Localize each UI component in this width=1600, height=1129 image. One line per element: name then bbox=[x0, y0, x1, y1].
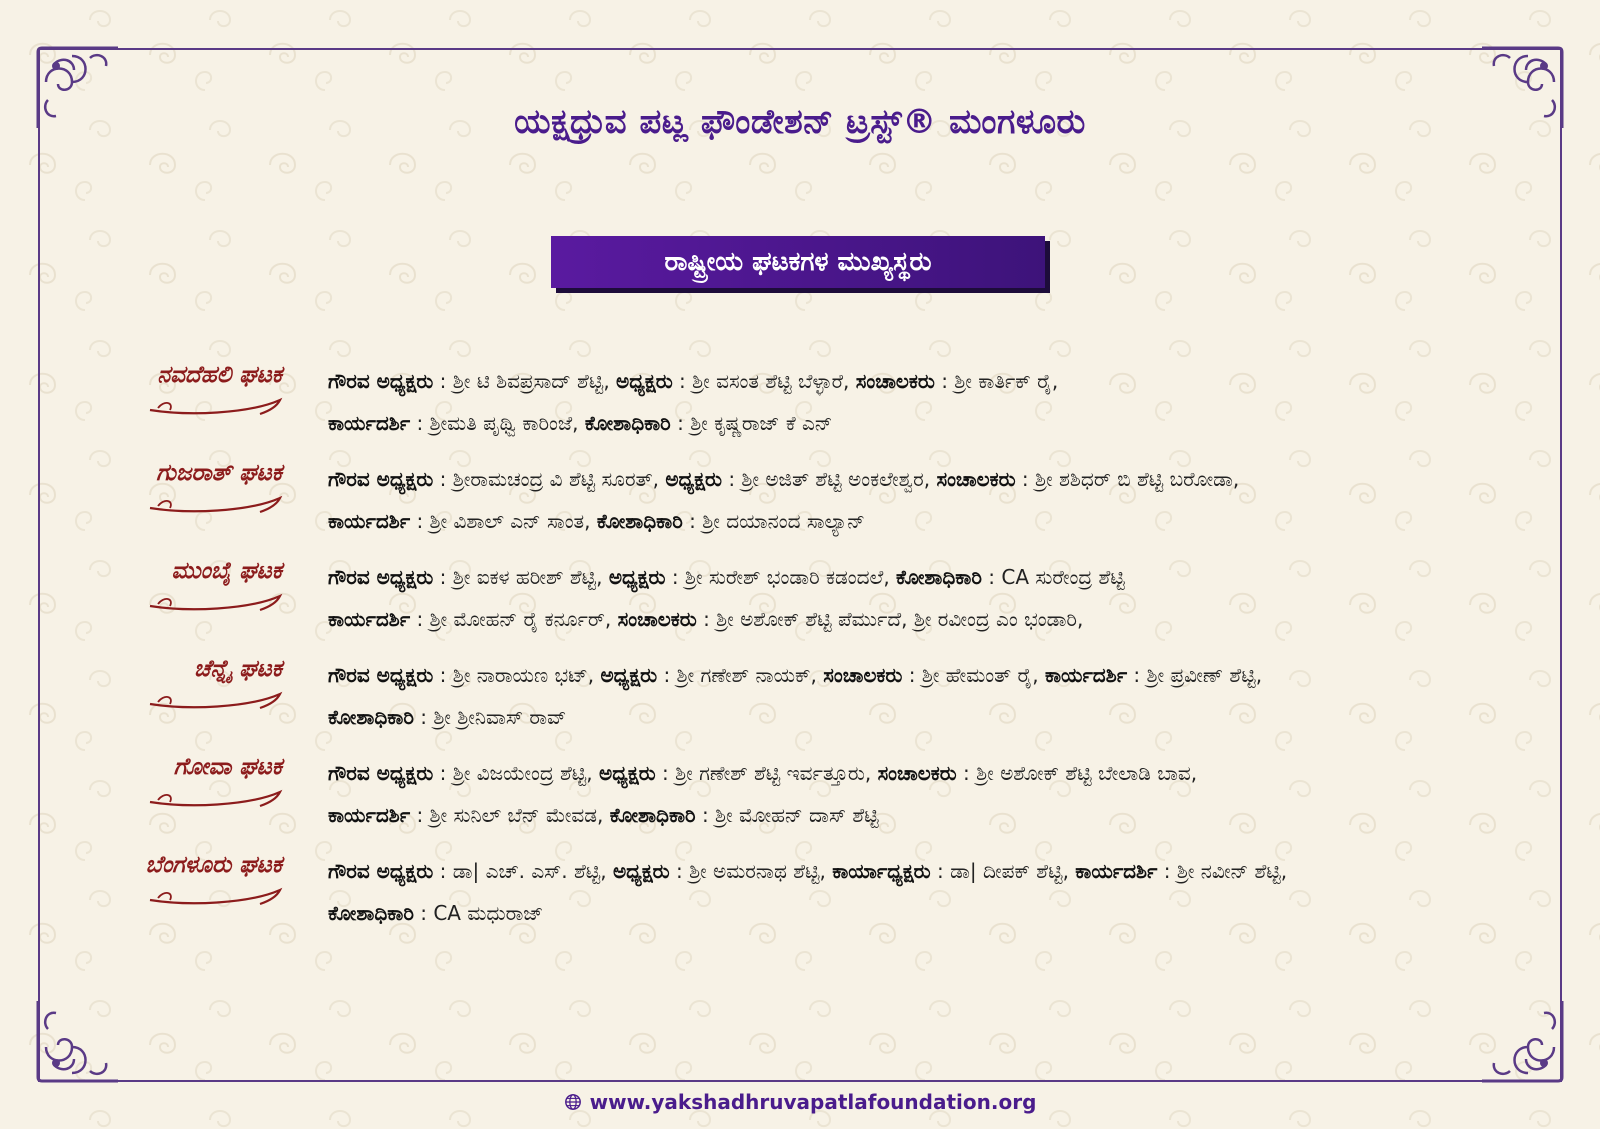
unit-row bbox=[0, 360, 1600, 458]
section-title: ರಾಷ್ಟ್ರೀಯ ಘಟಕಗಳ ಮುಖ್ಯಸ್ಥರು bbox=[664, 246, 932, 277]
member-line: ಕಾರ್ಯದರ್ಶಿ : ಶ್ರೀ ಮೋಹನ್ ರೈ ಕರ್ನೂರ್, ಸಂಚಾಲಕರು : ಶ್ರೀ ಅಶೋಕ್ ಶೆಟ್ಟಿ ಪೆರ್ಮುದೆ, ಶ್ರೀ ರವೀಂದ್ರ ಎಂ ಭಂಡಾರಿ, bbox=[328, 607, 1084, 631]
member-name: ಶ್ರೀ ಪ್ರವೀಣ್ ಶೆಟ್ಟಿ, bbox=[1146, 663, 1263, 687]
member-lines bbox=[328, 360, 1558, 444]
role-label: ಸಂಚಾಲಕರು bbox=[617, 607, 697, 631]
footer bbox=[0, 1090, 1600, 1114]
member-name: ಶ್ರೀ ಗಣೇಶ್ ಶೆಟ್ಟಿ ಇರ್ವತ್ತೂರು, bbox=[675, 761, 872, 785]
role-label: ಸಂಚಾಲಕರು bbox=[855, 369, 935, 393]
member-line: ಗೌರವ ಅಧ್ಯಕ್ಷರು : ಶ್ರೀ ನಾರಾಯಣ ಭಟ್, ಅಧ್ಯಕ್ಷರು : ಶ್ರೀ ಗಣೇಶ್ ನಾಯಕ್, ಸಂಚಾಲಕರು : ಶ್ರೀ ಹೇಮಂತ್ ರೈ, ಕಾರ್ಯದರ್ಶಿ : ಶ್ರೀ ಪ್ರವೀಣ್ ಶೆಟ್ಟಿ, bbox=[328, 663, 1263, 687]
member-name: ಶ್ರೀ ಅಶೋಕ್ ಶೆಟ್ಟಿ ಬೇಲಾಡಿ ಬಾವ, bbox=[976, 761, 1198, 785]
member-name: ಶ್ರೀ ವಿಶಾಲ್ ಎನ್ ಸಾಂತ, bbox=[429, 509, 591, 533]
member-name: CA ಮಧುರಾಜ್ bbox=[433, 901, 544, 925]
swash-decoration bbox=[148, 688, 286, 712]
role-label: ಅಧ್ಯಕ್ಷರು bbox=[608, 565, 666, 589]
member-name: ಶ್ರೀ ಗಣೇಶ್ ನಾಯಕ್, bbox=[676, 663, 817, 687]
member-name: ಶ್ರೀ ಸುರೇಶ್ ಭಂಡಾರಿ ಕಡಂದಲೆ, bbox=[684, 565, 890, 589]
member-lines bbox=[328, 556, 1558, 640]
member-line: ಕೋಶಾಧಿಕಾರಿ : ಶ್ರೀ ಶ್ರೀನಿವಾಸ್ ರಾವ್ bbox=[328, 705, 567, 729]
role-label: ಗೌರವ ಅಧ್ಯಕ್ಷರು bbox=[328, 859, 434, 883]
member-name: ಶ್ರೀ ಅಮರನಾಥ ಶೆಟ್ಟಿ, bbox=[689, 859, 826, 883]
role-label: ಕೋಶಾಧಿಕಾರಿ bbox=[328, 901, 414, 925]
member-name: ಶ್ರೀ ಶ್ರೀನಿವಾಸ್ ರಾವ್ bbox=[433, 705, 567, 729]
member-name: ಶ್ರೀ ವಸಂತ ಶೆಟ್ಟಿ ಬೆಳ್ಳಾರೆ, bbox=[692, 369, 850, 393]
member-name: ಶ್ರೀ ನವೀನ್ ಶೆಟ್ಟಿ, bbox=[1176, 859, 1288, 883]
swash-decoration bbox=[148, 394, 286, 418]
swash-decoration bbox=[148, 590, 286, 614]
member-name: ಶ್ರೀ ವಿಜಯೇಂದ್ರ ಶೆಟ್ಟಿ, bbox=[452, 761, 593, 785]
ornament-icon bbox=[32, 995, 124, 1087]
member-name: ಶ್ರೀ ಹೇಮಂತ್ ರೈ, bbox=[921, 663, 1039, 687]
role-label: ಗೌರವ ಅಧ್ಯಕ್ಷರು bbox=[328, 663, 434, 687]
unit-name: ಬೆಂಗಳೂರು ಘಟಕ bbox=[145, 852, 282, 878]
unit-name: ಗುಜರಾತ್ ಘಟಕ bbox=[156, 460, 282, 486]
role-label: ಸಂಚಾಲಕರು bbox=[877, 761, 957, 785]
member-name: ಶ್ರೀ ದಯಾನಂದ ಸಾಲ್ಯಾನ್ bbox=[702, 509, 865, 533]
unit-name: ನವದೆಹಲಿ ಘಟಕ bbox=[157, 362, 282, 388]
role-label: ಕೋಶಾಧಿಕಾರಿ bbox=[328, 705, 414, 729]
role-label: ಕೋಶಾಧಿಕಾರಿ bbox=[896, 565, 982, 589]
member-name: ಶ್ರೀ ಅಜಿತ್ ಶೆಟ್ಟಿ ಅಂಕಲೇಶ್ವರ, bbox=[741, 467, 931, 491]
member-name: ಶ್ರೀ ಶಶಿಧರ್ ಬಿ ಶೆಟ್ಟಿ ಬರೋಡಾ, bbox=[1035, 467, 1240, 491]
role-label: ಕಾರ್ಯಾಧ್ಯಕ್ಷರು bbox=[832, 859, 931, 883]
member-name: CA ಸುರೇಂದ್ರ ಶೆಟ್ಟಿ bbox=[1001, 565, 1125, 589]
globe-icon bbox=[564, 1093, 582, 1111]
role-label: ಅಧ್ಯಕ್ಷರು bbox=[599, 761, 656, 785]
unit-list bbox=[0, 360, 1600, 948]
member-name: ಡಾ| ದೀಪಕ್ ಶೆಟ್ಟಿ, bbox=[950, 859, 1069, 883]
role-label: ಗೌರವ ಅಧ್ಯಕ್ಷರು bbox=[328, 565, 434, 589]
role-label: ಸಂಚಾಲಕರು bbox=[823, 663, 903, 687]
member-line: ಕಾರ್ಯದರ್ಶಿ : ಶ್ರೀ ವಿಶಾಲ್ ಎನ್ ಸಾಂತ, ಕೋಶಾಧಿಕಾರಿ : ಶ್ರೀ ದಯಾನಂದ ಸಾಲ್ಯಾನ್ bbox=[328, 509, 865, 533]
role-label: ಅಧ್ಯಕ್ಷರು bbox=[612, 859, 670, 883]
member-line: ಗೌರವ ಅಧ್ಯಕ್ಷರು : ಶ್ರೀರಾಮಚಂದ್ರ ವಿ ಶೆಟ್ಟಿ ಸೂರತ್, ಅಧ್ಯಕ್ಷರು : ಶ್ರೀ ಅಜಿತ್ ಶೆಟ್ಟಿ ಅಂಕಲೇಶ್ವರ, ಸಂಚಾಲಕರು : ಶ್ರೀ ಶಶಿಧರ್ ಬಿ ಶೆಟ್ಟಿ ಬರೋಡಾ, bbox=[328, 467, 1240, 491]
member-lines bbox=[328, 752, 1558, 836]
swash-decoration bbox=[148, 884, 286, 908]
member-line: ಕಾರ್ಯದರ್ಶಿ : ಶ್ರೀಮತಿ ಪೃಥ್ವಿ ಕಾರಿಂಜೆ, ಕೋಶಾಧಿಕಾರಿ : ಶ್ರೀ ಕೃಷ್ಣರಾಜ್ ಕೆ ಎನ್ bbox=[328, 411, 833, 435]
page-title: ಯಕ್ಷಧ್ರುವ ಪಟ್ಲ ಫೌಂಡೇಶನ್ ಟ್ರಸ್ಟ್® ಮಂಗಳೂರು bbox=[514, 102, 1086, 142]
member-name: ಶ್ರೀ ಟಿ ಶಿವಪ್ರಸಾದ್ ಶೆಟ್ಟಿ, bbox=[452, 369, 610, 393]
member-line: ಕಾರ್ಯದರ್ಶಿ : ಶ್ರೀ ಸುನಿಲ್ ಬೆನ್ ಮೇವಡ, ಕೋಶಾಧಿಕಾರಿ : ಶ್ರೀ ಮೋಹನ್ ದಾಸ್ ಶೆಟ್ಟಿ bbox=[328, 803, 879, 827]
unit-name: ಚೆನ್ನೈ ಘಟಕ bbox=[194, 656, 282, 682]
role-label: ಕೋಶಾಧಿಕಾರಿ bbox=[584, 411, 671, 435]
website-link[interactable]: www.yakshadhruvapatlafoundation.org bbox=[589, 1090, 1037, 1114]
role-label: ಕಾರ್ಯದರ್ಶಿ bbox=[328, 803, 411, 827]
member-name: ಶ್ರೀಮತಿ ಪೃಥ್ವಿ ಕಾರಿಂಜೆ, bbox=[429, 411, 579, 435]
role-label: ಅಧ್ಯಕ್ಷರು bbox=[616, 369, 673, 393]
unit-row bbox=[0, 458, 1600, 556]
role-label: ಕಾರ್ಯದರ್ಶಿ bbox=[328, 607, 411, 631]
member-line: ಗೌರವ ಅಧ್ಯಕ್ಷರು : ಶ್ರೀ ವಿಜಯೇಂದ್ರ ಶೆಟ್ಟಿ, ಅಧ್ಯಕ್ಷರು : ಶ್ರೀ ಗಣೇಶ್ ಶೆಟ್ಟಿ ಇರ್ವತ್ತೂರು, ಸಂಚಾಲಕರು : ಶ್ರೀ ಅಶೋಕ್ ಶೆಟ್ಟಿ ಬೇಲಾಡಿ ಬಾವ, bbox=[328, 761, 1198, 785]
role-label: ಸಂಚಾಲಕರು bbox=[936, 467, 1016, 491]
member-line: ಕೋಶಾಧಿಕಾರಿ : CA ಮಧುರಾಜ್ bbox=[328, 901, 544, 925]
member-name: ಶ್ರೀ ಕೃಷ್ಣರಾಜ್ ಕೆ ಎನ್ bbox=[690, 411, 833, 435]
member-line: ಗೌರವ ಅಧ್ಯಕ್ಷರು : ಶ್ರೀ ಐಕಳ ಹರೀಶ್ ಶೆಟ್ಟಿ, ಅಧ್ಯಕ್ಷರು : ಶ್ರೀ ಸುರೇಶ್ ಭಂಡಾರಿ ಕಡಂದಲೆ, ಕೋಶಾಧಿಕಾರಿ : CA ಸುರೇಂದ್ರ ಶೆಟ್ಟಿ bbox=[328, 565, 1125, 589]
role-label: ಗೌರವ ಅಧ್ಯಕ್ಷರು bbox=[328, 369, 434, 393]
unit-row bbox=[0, 654, 1600, 752]
section-banner bbox=[551, 236, 1045, 288]
role-label: ಕಾರ್ಯದರ್ಶಿ bbox=[1044, 663, 1128, 687]
member-name: ಶ್ರೀ ನಾರಾಯಣ ಭಟ್, bbox=[452, 663, 595, 687]
role-label: ಅಧ್ಯಕ್ಷರು bbox=[665, 467, 722, 491]
unit-row bbox=[0, 850, 1600, 948]
role-label: ಗೌರವ ಅಧ್ಯಕ್ಷರು bbox=[328, 761, 434, 785]
role-label: ಕಾರ್ಯದರ್ಶಿ bbox=[1075, 859, 1158, 883]
member-name: ಶ್ರೀ ಐಕಳ ಹರೀಶ್ ಶೆಟ್ಟಿ, bbox=[452, 565, 603, 589]
member-name: ಶ್ರೀ ಅಶೋಕ್ ಶೆಟ್ಟಿ ಪೆರ್ಮುದೆ, ಶ್ರೀ ರವೀಂದ್ರ ಎಂ ಭಂಡಾರಿ, bbox=[716, 607, 1084, 631]
member-name: ಶ್ರೀ ಸುನಿಲ್ ಬೆನ್ ಮೇವಡ, bbox=[429, 803, 604, 827]
member-lines bbox=[328, 458, 1558, 542]
member-name: ಶ್ರೀರಾಮಚಂದ್ರ ವಿ ಶೆಟ್ಟಿ ಸೂರತ್, bbox=[452, 467, 659, 491]
member-line: ಗೌರವ ಅಧ್ಯಕ್ಷರು : ಶ್ರೀ ಟಿ ಶಿವಪ್ರಸಾದ್ ಶೆಟ್ಟಿ, ಅಧ್ಯಕ್ಷರು : ಶ್ರೀ ವಸಂತ ಶೆಟ್ಟಿ ಬೆಳ್ಳಾರೆ, ಸಂಚಾಲಕರು : ಶ್ರೀ ಕಾರ್ತಿಕ್ ರೈ, bbox=[328, 369, 1059, 393]
member-name: ಡಾ| ಎಚ್. ಎಸ್. ಶೆಟ್ಟಿ, bbox=[452, 859, 607, 883]
member-name: ಶ್ರೀ ಮೋಹನ್ ದಾಸ್ ಶೆಟ್ಟಿ bbox=[715, 803, 879, 827]
role-label: ಕೋಶಾಧಿಕಾರಿ bbox=[596, 509, 683, 533]
swash-decoration bbox=[148, 786, 286, 810]
ornament-icon bbox=[1476, 995, 1568, 1087]
role-label: ಕಾರ್ಯದರ್ಶಿ bbox=[328, 509, 411, 533]
role-label: ಕೋಶಾಧಿಕಾರಿ bbox=[609, 803, 696, 827]
member-lines bbox=[328, 850, 1558, 934]
unit-name: ಗೋವಾ ಘಟಕ bbox=[173, 754, 282, 780]
unit-row bbox=[0, 556, 1600, 654]
role-label: ಕಾರ್ಯದರ್ಶಿ bbox=[328, 411, 411, 435]
member-name: ಶ್ರೀ ಮೋಹನ್ ರೈ ಕರ್ನೂರ್, bbox=[429, 607, 612, 631]
role-label: ಅಧ್ಯಕ್ಷರು bbox=[600, 663, 658, 687]
unit-row bbox=[0, 752, 1600, 850]
role-label: ಗೌರವ ಅಧ್ಯಕ್ಷರು bbox=[328, 467, 434, 491]
member-lines bbox=[328, 654, 1558, 738]
member-name: ಶ್ರೀ ಕಾರ್ತಿಕ್ ರೈ, bbox=[954, 369, 1059, 393]
member-line: ಗೌರವ ಅಧ್ಯಕ್ಷರು : ಡಾ| ಎಚ್. ಎಸ್. ಶೆಟ್ಟಿ, ಅಧ್ಯಕ್ಷರು : ಶ್ರೀ ಅಮರನಾಥ ಶೆಟ್ಟಿ, ಕಾರ್ಯಾಧ್ಯಕ್ಷರು : ಡಾ| ದೀಪಕ್ ಶೆಟ್ಟಿ, ಕಾರ್ಯದರ್ಶಿ : ಶ್ರೀ ನವೀನ್ ಶೆಟ್ಟಿ, bbox=[328, 859, 1288, 883]
unit-name: ಮುಂಬೈ ಘಟಕ bbox=[171, 558, 282, 584]
swash-decoration bbox=[148, 492, 286, 516]
